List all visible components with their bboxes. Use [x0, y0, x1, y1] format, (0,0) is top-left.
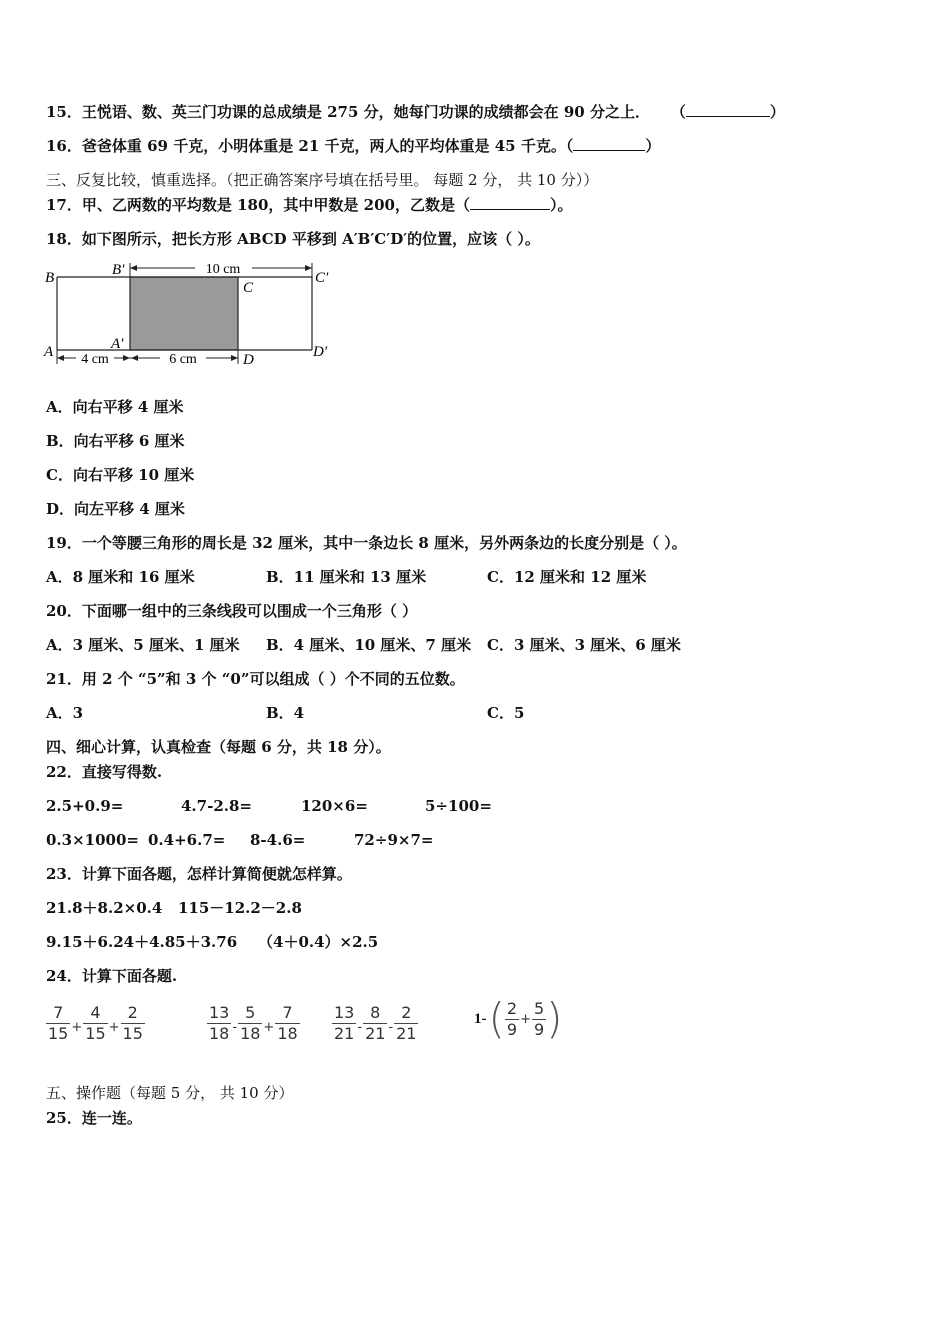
rectangle-translation-figure — [40, 258, 340, 373]
question-15: 15．王悦语、数、英三门功课的总成绩是 275 分，她每门功课的成绩都会在 90 分之上． （ ） — [46, 103, 785, 121]
option-c[interactable]: C．向右平移 10 厘米 — [46, 466, 195, 484]
question-16: 16．爸爸体重 69 千克，小明体重是 21 千克，两人的平均体重是 45 千克。（ ） — [46, 137, 661, 155]
calc-item: 2.5+0.9= — [46, 797, 124, 815]
vertex-b: B — [45, 270, 55, 286]
option-c[interactable]: C．3 厘米、3 厘米、6 厘米 — [487, 636, 681, 654]
vertex-b-prime: B′ — [112, 262, 125, 278]
section-3-heading: 三、反复比较，慎重选择。（把正确答案序号填在括号里。 每题 2 分， 共 10 分）） — [46, 171, 599, 189]
vertex-d-prime: D′ — [313, 344, 328, 360]
question-22: 22．直接写得数. — [46, 763, 163, 781]
question-23: 23．计算下面各题，怎样计算简便就怎样算。 — [46, 865, 352, 883]
option-a[interactable]: A．3 — [46, 704, 84, 722]
option-a[interactable]: A．8 厘米和 16 厘米 — [46, 568, 195, 586]
section-5-heading: 五、操作题（每题 5 分， 共 10 分） — [46, 1084, 294, 1102]
calc-row: 9.15＋6.24＋4.85＋3.76 （4＋0.4）×2.5 — [46, 933, 379, 951]
fraction-expression-1: 7 15 + $\frac{4}{15}$ + $\frac{2}{15}$ — [48, 1003, 143, 1043]
question-17: 17．甲、乙两数的平均数是 180，其中甲数是 200，乙数是（ ）。 — [46, 196, 573, 214]
fraction-expression-2: 13 18 - 5 18 + $\frac{7}{18}$ — [209, 1003, 298, 1043]
fraction-expression-4: 1- ( 2 9 + $\frac{5}{9}$ ) — [474, 994, 563, 1043]
vertex-c: C — [243, 280, 254, 296]
bottom-length-label: 6 cm — [169, 352, 197, 367]
vertex-a-prime: A′ — [111, 336, 124, 352]
option-a[interactable]: A．向右平移 4 厘米 — [46, 398, 184, 416]
option-b[interactable]: B．11 厘米和 13 厘米 — [266, 568, 427, 586]
question-20: 20．下面哪一组中的三条线段可以围成一个三角形（ ） — [46, 602, 418, 620]
option-b[interactable]: B．4 厘米、10 厘米、7 厘米 — [266, 636, 472, 654]
left-length-label: 4 cm — [81, 352, 109, 367]
top-length-label: 10 cm — [205, 262, 241, 277]
option-d[interactable]: D．向左平移 4 厘米 — [46, 500, 185, 518]
option-c[interactable]: C．5 — [487, 704, 525, 722]
vertex-a: A — [44, 344, 54, 360]
vertex-d: D — [243, 352, 254, 368]
question-25: 25．连一连。 — [46, 1109, 142, 1127]
calc-row: 21.8＋8.2×0.4 115－12.2－2.8 — [46, 899, 302, 917]
calc-item: 4.7-2.8= — [181, 797, 252, 815]
fraction-expression-3: 13 21 - 8 21 - 2 21 — [334, 1003, 417, 1043]
option-a[interactable]: A．3 厘米、5 厘米、1 厘米 — [46, 636, 240, 654]
section-4-heading: 四、细心计算，认真检查（每题 6 分，共 18 分）。 — [46, 738, 391, 756]
answer-blank[interactable] — [470, 195, 550, 210]
question-19: 19．一个等腰三角形的周长是 32 厘米，其中一条边长 8 厘米，另外两条边的长度分别是（ ）。 — [46, 534, 687, 552]
calc-item: 0.4+6.7= — [148, 831, 226, 849]
question-21: 21．用 2 个 “5”和 3 个 “0”可以组成（ ）个不同的五位数。 — [46, 670, 465, 688]
question-18: 18．如下图所示，把长方形 ABCD 平移到 A′B′C′D′的位置，应该（ ）。 — [46, 230, 540, 248]
shaded-rectangle — [130, 277, 238, 350]
vertex-c-prime: C′ — [315, 270, 329, 286]
option-b[interactable]: B．向右平移 6 厘米 — [46, 432, 185, 450]
calc-item: 0.3×1000= — [46, 831, 139, 849]
calc-item: 8-4.6= — [250, 831, 306, 849]
option-c[interactable]: C．12 厘米和 12 厘米 — [487, 568, 647, 586]
calc-item: 5÷100= — [425, 797, 492, 815]
option-b[interactable]: B．4 — [266, 704, 305, 722]
answer-blank[interactable] — [573, 136, 645, 151]
answer-blank[interactable] — [686, 102, 770, 117]
calc-item: 72÷9×7= — [354, 831, 434, 849]
calc-item: 120×6= — [301, 797, 368, 815]
question-24: 24．计算下面各题. — [46, 967, 178, 985]
